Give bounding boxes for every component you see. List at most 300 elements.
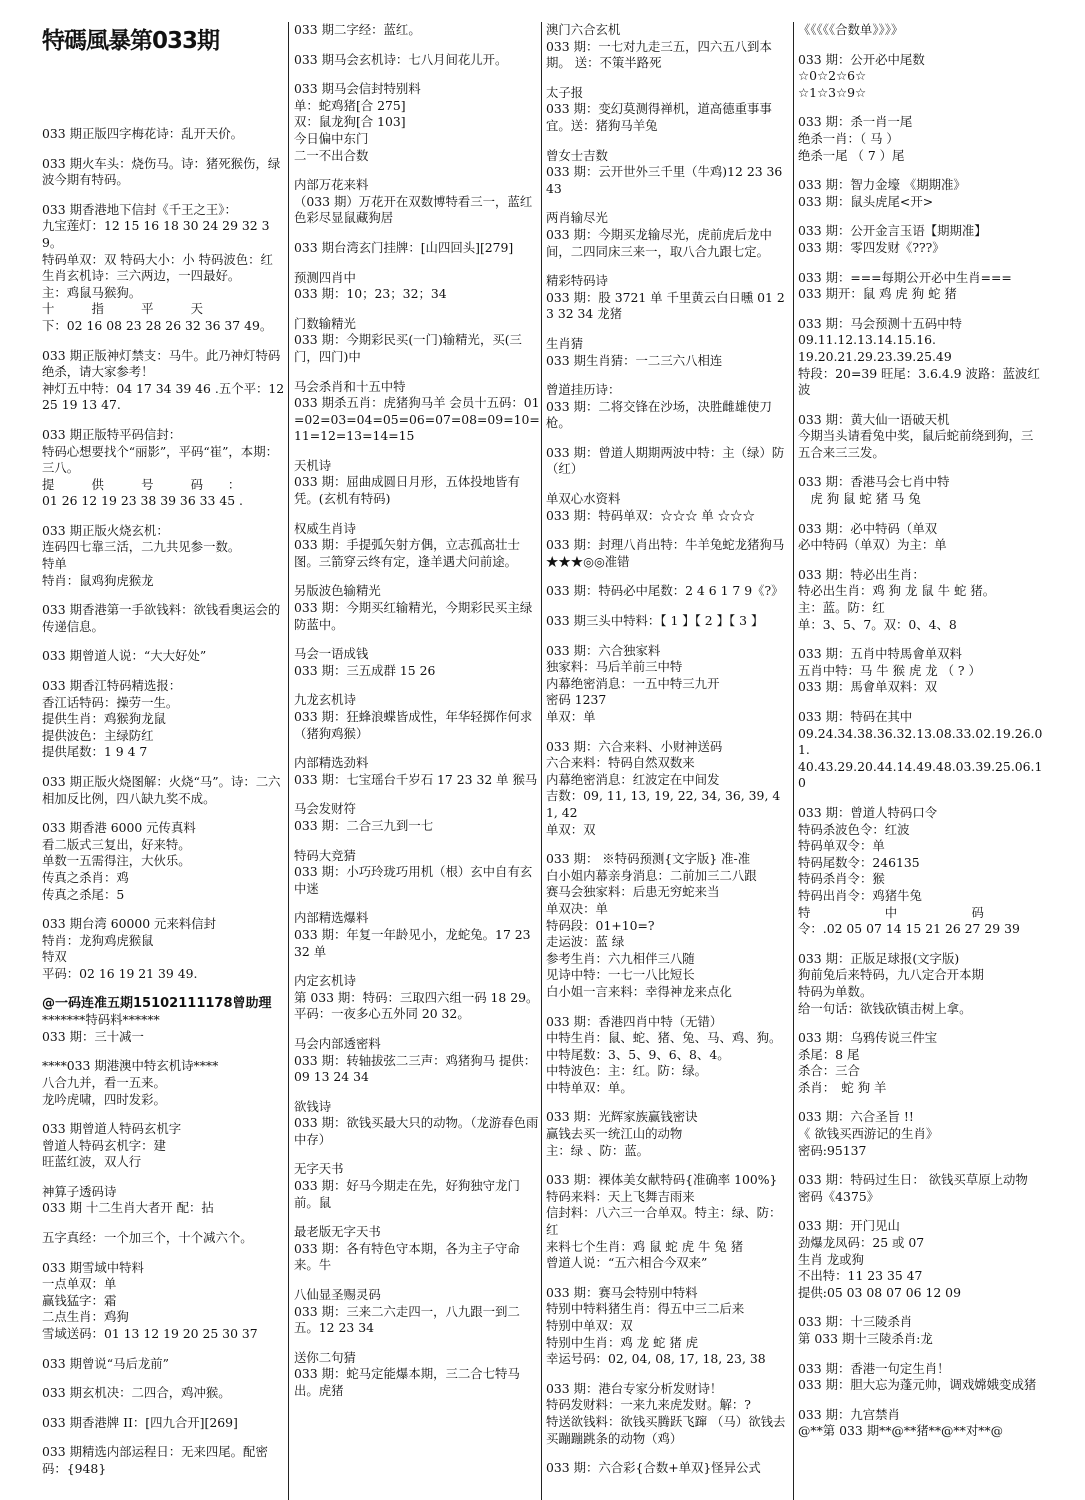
- text-line: 特别中单双：双: [546, 1318, 633, 1333]
- text-block: [294, 379, 540, 445]
- text-line: 033 期：特码必中尾数：2 4 6 1 7 9《?》: [546, 583, 784, 599]
- text-line: 传真之杀尾：5: [42, 886, 125, 902]
- text-block: [294, 755, 540, 788]
- text-block: [294, 52, 540, 69]
- text-line: 幸运号码：02, 04, 08, 17, 18, 23, 38: [546, 1351, 766, 1367]
- text-line: 五肖中特：马 牛 猴 虎 龙 （ ? ）: [798, 662, 981, 678]
- text-line: ☆0☆2☆6☆: [798, 68, 867, 84]
- text-line: 提 供 号 码 ：: [42, 476, 241, 492]
- text-line: 雪域送码：01 13 12 19 20 25 30 37: [42, 1326, 258, 1342]
- text-line: 特别中生肖：鸡 龙 蛇 猪 虎: [546, 1334, 699, 1350]
- text-block: [294, 973, 540, 1023]
- text-line: 033 期：手提弧矢射方偶，立志孤高壮士图。三箭穿云终有定，逢羊遇犬问前途。: [294, 537, 520, 569]
- text-line: 中特生肖：鼠、蛇、猪、兔、马、鸡、狗。: [546, 1030, 782, 1046]
- text-line: 十 指 平 天: [42, 301, 204, 317]
- text-line: 单数一五需得注，大伙乐。: [42, 853, 191, 869]
- text-block: [42, 648, 286, 665]
- text-line: 无字天书: [294, 1161, 344, 1177]
- text-line: 独家料：马后羊前三中特: [546, 659, 683, 675]
- text-block: [42, 202, 286, 335]
- text-line: 033 期：各有特色守本期，各为主子守命来。牛: [294, 1240, 520, 1273]
- text-block: [294, 316, 540, 366]
- text-line: 033 期：曾道人期期两波中特：主（绿）防（红）: [546, 444, 785, 477]
- text-line: 特送欲钱料：欲钱买腾跃飞蹿 （马）欲钱去买蹦蹦跳条的动物（鸡）: [546, 1413, 786, 1446]
- text-line: 提供:05 03 08 07 06 12 09: [798, 1284, 961, 1300]
- text-line: 033 期正版火烧图解：火烧“马”。诗：二六相加反比例，四八缺九奖不成。: [42, 774, 281, 806]
- text-line: 033 期： ※特码预测{文字版} 准-准: [546, 851, 751, 867]
- text-line: 033 期：特码单双：☆☆☆ 单 ☆☆☆: [546, 507, 755, 523]
- text-line: 033 期：五肖中特馬會单双料: [798, 646, 962, 662]
- text-block: [294, 910, 540, 960]
- text-line: 033 期：六合彩{合数+单双}怪异公式: [546, 1460, 761, 1476]
- text-line: 033 期：杀一肖一尾: [798, 114, 913, 130]
- text-line: 白小姐一言来料：幸得神龙来点化: [546, 983, 732, 999]
- text-line: 033 期玄机决：二四合，鸡冲猴。: [42, 1385, 231, 1401]
- text-line: 单双决：单: [546, 900, 608, 916]
- text-line: 澳门六合玄机: [546, 22, 621, 37]
- text-line: 八合九并，看一五来。: [42, 1074, 166, 1090]
- text-line: 中特波色：主：红。防：绿。: [546, 1063, 708, 1079]
- text-line: 提供波色：主绿防红: [42, 727, 154, 743]
- column-1: [42, 22, 289, 1500]
- text-block: [546, 851, 792, 1000]
- text-line: 下：02 16 08 23 28 26 32 36 37 49。: [42, 317, 273, 333]
- text-line: 门数输精光: [294, 315, 356, 331]
- text-block: [546, 1014, 792, 1097]
- text-block: [294, 801, 540, 834]
- text-line: 今日偏中东门: [294, 130, 369, 146]
- text-line: 033 期马会玄机诗：七八月间花儿开。: [294, 51, 508, 67]
- text-block: [546, 491, 792, 524]
- text-block: [546, 210, 792, 260]
- text-line: 033 期开：鼠 鸡 虎 狗 蛇 猪: [798, 286, 957, 302]
- text-block: [546, 537, 792, 570]
- text-line: 033 期：年复一年龄见小，龙蛇兔。17 23 32 单: [294, 926, 535, 959]
- text-block: [546, 1381, 792, 1447]
- text-line: 连码四七靠三活，二九共见参一数。: [42, 539, 241, 555]
- text-line: 033 期：今期买红输精光，今期彩民买主绿防蓝中。: [294, 600, 533, 632]
- text-line: 033 期：九宫禁肖: [798, 1406, 900, 1422]
- text-line: 曾女士吉数: [546, 147, 608, 163]
- text-line: 01 26 12 19 23 38 39 36 33 45 .: [42, 493, 243, 509]
- text-line: 特码尾数令：246135: [798, 854, 920, 870]
- text-line: 033 期：香港四肖中特（无错）: [546, 1013, 723, 1029]
- text-line: 19.20.21.29.23.39.25.49: [798, 348, 952, 364]
- text-block: [798, 1172, 1044, 1205]
- text-line: 特单: [42, 556, 67, 572]
- text-line: 033 期：封理八肖出特：牛羊兔蛇龙猪狗马★★★◎◎准错: [546, 537, 785, 569]
- text-line: 内部精选爆料: [294, 910, 369, 926]
- text-line: 生肖玄机诗：三六两边，一四最好。: [42, 268, 241, 284]
- text-line: 033 期：蛇马定能爆本期，三二合七特马出。虎猪: [294, 1366, 520, 1398]
- text-line: 五字真经：一个加三个，十个减六个。: [42, 1230, 253, 1246]
- text-line: 密码 1237: [546, 692, 607, 708]
- text-line: 送你二句猜: [294, 1349, 356, 1365]
- text-line: 特码单双：双 特码大小：小 特码波色：红: [42, 251, 273, 267]
- text-line: 033 期杀五肖：虎猪狗马羊 会员十五码：01=02=03=04=05=06=07=08=09=10=11=12=13=14=15: [294, 395, 540, 444]
- text-line: 033 期：10；23；32；34: [294, 286, 447, 302]
- text-line: 必中特码（单双）为主：单: [798, 537, 947, 553]
- text-block: [42, 1058, 286, 1108]
- text-line: 神灯五中特：04 17 34 39 46 .五个平：12 25 19 13 47.: [42, 380, 289, 413]
- text-line: 033 期雪域中特料: [42, 1259, 144, 1275]
- text-line: 033 期：开门见山: [798, 1218, 900, 1234]
- column-divider: [288, 22, 289, 1500]
- text-line: 特码出肖令：鸡猪牛兔: [798, 887, 922, 903]
- text-line: 033 期：三来二六走四一，八九跟一到二五。12 23 34: [294, 1303, 520, 1336]
- text-block: [546, 583, 792, 600]
- text-block: [294, 1287, 540, 1337]
- text-line: 曾道人说：“五六相合今双来”: [546, 1255, 708, 1271]
- column-3: [546, 22, 792, 1500]
- text-line: 033 期曾道人特码玄机字: [42, 1121, 182, 1137]
- text-line: 两肖输尽光: [546, 210, 608, 226]
- text-line: 033 期正版四字梅花诗：乱开天价。: [42, 126, 244, 141]
- text-line: 033 期：公开必中尾数: [798, 51, 925, 67]
- text-block: [546, 643, 792, 726]
- text-block: [798, 412, 1044, 462]
- text-block: [798, 1361, 1044, 1394]
- text-block: [42, 126, 286, 143]
- text-line: 033 期：馬會单双料：双: [798, 679, 938, 695]
- text-line: 狗前兔后来特码，九八定合开本期: [798, 967, 984, 983]
- text-line: 马会杀肖和十五中特: [294, 378, 406, 394]
- text-line: 九宝莲灯：12 15 16 18 30 24 29 32 39。: [42, 218, 270, 250]
- text-line: 内部万花来料: [294, 177, 369, 193]
- text-line: 033 期：特必出生肖：: [798, 566, 925, 582]
- text-line: 欲钱诗: [294, 1098, 332, 1114]
- column-divider: [793, 22, 794, 1500]
- text-block: [294, 521, 540, 571]
- text-line: 033 期正版特平码信封：: [42, 426, 182, 442]
- text-line: 033 期火车头：烧伤马。诗：猪死猴伤，绿波今期有特码。: [42, 155, 281, 188]
- text-line: 033 期：裸体美女献特码{准确率 100%}: [546, 1172, 778, 1188]
- text-line: 赛马会独家料：后患无穷蛇来当: [546, 884, 720, 900]
- text-block: [42, 774, 286, 807]
- text-line: 033 期：胆大忘为蓬元帅，调戏嫦娥变成猪: [798, 1377, 1037, 1393]
- text-line: 给一句话：欲钱砍镇击树上拿。: [798, 1000, 972, 1016]
- text-line: 一点单双：单: [42, 1276, 117, 1292]
- text-line: ☆1☆3☆9☆: [798, 84, 867, 100]
- text-line: 033 期：黄大仙一语破天机: [798, 411, 950, 427]
- text-block: [798, 177, 1044, 210]
- text-line: 内部精选劲料: [294, 755, 369, 771]
- text-line: 033 期：特码过生日： 欲钱买草原上动物: [798, 1172, 1028, 1188]
- text-line: 40.43.29.20.44.14.49.48.03.39.25.06.10: [798, 758, 1043, 791]
- text-line: 特必出生肖：鸡 狗 龙 鼠 牛 蛇 猪。: [798, 583, 996, 599]
- text-block: [294, 81, 540, 164]
- text-block: [546, 382, 792, 432]
- text-line: 权威生肖诗: [294, 520, 356, 536]
- text-line: *******特码料******: [42, 1012, 160, 1028]
- text-line: 033 期曾道人说：“大大好处”: [42, 648, 207, 664]
- text-block: [42, 1184, 286, 1217]
- text-line: 劲爆龙凤码：25 或 07: [798, 1235, 925, 1251]
- text-line: 马会一语成钱: [294, 646, 369, 662]
- text-line: 马会发财符: [294, 801, 356, 817]
- text-block: [798, 270, 1044, 303]
- text-line: 033 期：香港马会七肖中特: [798, 474, 950, 490]
- text-line: 特码段：01+10=?: [546, 917, 655, 933]
- text-line: 特码杀波色令：红波: [798, 821, 910, 837]
- text-line: 生肖猜: [546, 335, 584, 351]
- text-line: 密码《4375》: [798, 1188, 880, 1204]
- text-line: 第 033 期十三陵杀肖:龙: [798, 1331, 933, 1346]
- text-block: [42, 996, 286, 1046]
- text-line: 传真之杀肖：鸡: [42, 869, 129, 885]
- text-line: ****033 期港澳中特玄机诗****: [42, 1058, 219, 1074]
- text-line: 中特尾数：3、5、9、6、8、4。: [546, 1046, 730, 1062]
- text-block: [42, 1385, 286, 1402]
- text-line: 《《《《《合数单》》》》: [798, 22, 904, 37]
- text-line: 神算子透码诗: [42, 1183, 117, 1199]
- text-line: 令：.02 05 07 14 15 21 26 27 29 39: [798, 921, 1020, 937]
- text-line: 033 期：小巧玲珑巧用机（根）玄中自有玄中迷: [294, 864, 533, 896]
- text-block: [294, 848, 540, 898]
- text-line: 033 期二字经：蓝红。: [294, 22, 421, 37]
- text-line: 二一不出合数: [294, 147, 369, 163]
- text-line: 龙吟虎啸，四时发彩。: [42, 1091, 166, 1107]
- text-line: 吉数：09, 11, 13, 19, 22, 34, 36, 39, 41, 42: [546, 788, 781, 820]
- text-block: [294, 1350, 540, 1400]
- text-line: 033 期：好马今期走在先，好狗独守龙门前。鼠: [294, 1178, 520, 1210]
- text-block: [294, 177, 540, 227]
- text-line: 预测四肖中: [294, 269, 356, 285]
- text-line: 特码单双令：单: [798, 838, 885, 854]
- text-line: 杀肖： 蛇 狗 羊: [798, 1079, 887, 1095]
- text-line: 今期当头请看兔中奖，鼠后蛇前绕到狗，三五合来三三发。: [798, 428, 1034, 460]
- text-block: [42, 820, 286, 903]
- text-line: 内定玄机诗: [294, 973, 356, 989]
- text-line: 马会内部透密料: [294, 1035, 381, 1051]
- text-line: 033 期精选内部运程日：无来四尾。配密码：{948}: [42, 1444, 268, 1476]
- text-line: 信封料：八六三一合单双。特主：绿、防：红: [546, 1205, 782, 1238]
- text-block: [42, 678, 286, 761]
- text-line: 033 期：今期彩民买(一门)输精光，买(三门，四门)中: [294, 332, 522, 364]
- text-line: 绝杀一肖：（ 马 ）: [798, 130, 899, 146]
- text-line: 033 期：乌鸦传说三件宝: [798, 1030, 938, 1046]
- text-line: 033 期香港地下信封《千王之王》：: [42, 201, 237, 217]
- text-block: [798, 567, 1044, 633]
- text-block: [42, 347, 289, 414]
- text-line: 第 033 期：特码：三取四六组一码 18 29。平码：一夜多心五外同 20 32。: [294, 989, 539, 1022]
- text-line: @一码连准五期15102111178曾助理: [42, 995, 272, 1011]
- text-line: 最老版无字天书: [294, 1224, 381, 1240]
- text-line: 特肖：龙狗鸡虎猴鼠: [42, 932, 154, 948]
- text-block: [798, 1030, 1044, 1096]
- text-line: 来料七个生肖：鸡 鼠 蛇 虎 牛 兔 猪: [546, 1238, 744, 1254]
- text-line: 033 期：正版足球报(文字版): [798, 950, 960, 966]
- text-line: 旺蓝红波，双人行: [42, 1154, 142, 1170]
- text-line: 主：蓝。防：红: [798, 600, 885, 616]
- text-line: 杀尾：8 尾: [798, 1046, 860, 1062]
- text-line: 033 期曾说“马后龙前”: [42, 1355, 169, 1371]
- text-line: 九龙玄机诗: [294, 692, 356, 708]
- text-block: [546, 148, 792, 198]
- text-block: [294, 1224, 540, 1274]
- page-title: 特碼風暴第033期: [42, 28, 220, 54]
- text-line: 033 期：必中特码（单双: [798, 520, 938, 536]
- text-block: [798, 22, 1044, 39]
- text-block: [798, 709, 1044, 792]
- text-block: [546, 1460, 792, 1477]
- text-line: 特码大竞猜: [294, 847, 356, 863]
- text-line: 单：蛇鸡猪[合 275]: [294, 97, 406, 113]
- text-line: 033 期：公开金言玉语【期期准】: [798, 223, 987, 239]
- text-line: 特码杀肖令：猴: [798, 871, 885, 887]
- text-block: [42, 1415, 286, 1432]
- text-line: 曾道挂历诗：: [546, 382, 621, 398]
- text-block: [42, 916, 286, 982]
- text-line: 033 期香港牌 II：[四九合开][269]: [42, 1414, 238, 1430]
- text-line: 另版波色输精光: [294, 583, 381, 599]
- text-line: 033 期：十三陵杀肖: [798, 1314, 913, 1330]
- text-line: 033 期：六合来料、小财神送码: [546, 738, 723, 754]
- column-2: [294, 22, 540, 1500]
- text-block: [798, 805, 1044, 938]
- text-line: 033 期：转轴拔弦二三声：鸡猪狗马 提供：09 13 24 34: [294, 1052, 537, 1085]
- text-line: 太子报: [546, 84, 584, 100]
- text-line: 033 期马会信封特别料: [294, 81, 421, 97]
- text-block: [294, 1161, 540, 1211]
- text-line: 赢钱去买一统江山的动物: [546, 1126, 683, 1142]
- text-line: 香江话特码：操劳一生。: [42, 694, 179, 710]
- text-line: （033 期）万花开在双数博特看三一，蓝红色彩尽显鼠藏狗居: [294, 193, 533, 226]
- text-block: [42, 156, 286, 189]
- text-line: 内幕绝密消息：一五中特三九开: [546, 675, 720, 691]
- text-line: 09.24.34.38.36.32.13.08.33.02.19.26.01.: [798, 725, 1043, 758]
- text-line: 09.11.12.13.14.15.16.: [798, 332, 936, 348]
- text-line: 033 期三头中特料：【 1 】【 2 】【 3 】: [546, 613, 764, 629]
- text-line: 033 期 十二生肖大者开 配：拈: [42, 1200, 214, 1216]
- column-4: [798, 22, 1044, 1500]
- text-block: [294, 646, 540, 679]
- text-line: 033 期：曾道人特码口令: [798, 804, 938, 820]
- text-block: [546, 739, 792, 839]
- text-line: 特码来料：天上飞舞吉雨来: [546, 1188, 695, 1204]
- text-line: 曾道人特码玄机字：建: [42, 1137, 166, 1153]
- text-line: 特段：20=39 旺尾：3.6.4.9 波路：蓝波红波: [798, 365, 1040, 398]
- text-block: [798, 646, 1044, 696]
- text-line: 033 期正版神灯禁支：马牛。此乃神灯特码绝杀，请大家参考！: [42, 347, 281, 380]
- text-line: 033 期：光辉家族赢钱密诀: [546, 1109, 698, 1125]
- text-block: [798, 1407, 1044, 1440]
- text-line: @**第 033 期**@**猪**@**对**@: [798, 1423, 1003, 1439]
- text-line: 《 欲钱买西游记的生肖》: [798, 1126, 939, 1142]
- text-line: 走运波：蓝 绿: [546, 934, 625, 950]
- text-line: 033 期：鼠头虎尾<开>: [798, 193, 934, 209]
- column-divider: [541, 22, 542, 1500]
- text-line: 033 期：零四发财《???》: [798, 239, 945, 255]
- text-line: 虎 狗 鼠 蛇 猪 马 兔: [798, 491, 921, 507]
- text-line: 033 期：六合圣旨 !!: [798, 1109, 914, 1125]
- text-block: [42, 1356, 286, 1373]
- text-block: [546, 1285, 792, 1368]
- text-block: [798, 114, 1044, 164]
- text-block: [798, 316, 1044, 399]
- text-line: 赢钱猛字：霜: [42, 1292, 117, 1308]
- text-line: 033 期：七宝瑶台千岁石 17 23 32 单 猴马: [294, 771, 538, 787]
- text-line: 参考生肖：六九相伴三八随: [546, 950, 695, 966]
- text-line: 双：鼠龙狗[合 103]: [294, 114, 406, 130]
- text-line: 八仙显圣赐灵码: [294, 1287, 381, 1303]
- text-block: [798, 52, 1044, 102]
- text-line: 单双心水资料: [546, 491, 621, 507]
- text-line: 033 期台湾 60000 元来料信封: [42, 916, 217, 932]
- text-block: [798, 521, 1044, 554]
- text-line: 033 期台湾玄门挂牌：[山四回头][279]: [294, 239, 514, 255]
- text-line: 特别中特料猪生肖：得五中三二后来: [546, 1301, 745, 1317]
- text-line: 特码发财料：一来九来虎发财。解：?: [546, 1397, 751, 1413]
- text-block: [294, 240, 540, 257]
- text-line: 平码：02 16 19 21 39 49.: [42, 965, 198, 981]
- text-line: 内幕绝密消息：红波定在中间发: [546, 771, 720, 787]
- text-line: 033 期：欲钱买最大只的动物。（龙游春色雨中存）: [294, 1115, 539, 1147]
- text-line: 精彩特码诗: [546, 273, 608, 289]
- text-block: [798, 951, 1044, 1017]
- text-block: [546, 613, 792, 630]
- text-block: [294, 22, 540, 39]
- text-line: 033 期：云开世外三千里（牛鸡)12 23 36 43: [546, 164, 787, 196]
- text-line: 天机诗: [294, 457, 332, 473]
- text-line: 不出特：11 23 35 47: [798, 1268, 923, 1284]
- text-line: 特码为单数。: [798, 983, 873, 999]
- text-block: [294, 1099, 540, 1149]
- text-line: 033 期：三五成群 15 26: [294, 662, 436, 678]
- text-line: 生肖 龙或狗: [798, 1251, 864, 1267]
- text-line: 密码:95137: [798, 1142, 867, 1158]
- text-block: [294, 458, 540, 508]
- text-block: [798, 223, 1044, 256]
- text-block: [42, 1121, 286, 1171]
- text-block: [798, 1314, 1044, 1347]
- text-line: 033 期：===每期公开必中生肖===: [798, 269, 1012, 285]
- text-line: 单：3、5、7。双：0、4、8: [798, 616, 957, 632]
- text-line: 单双：单: [546, 709, 596, 724]
- text-line: 033 期：屈曲成圆日月形，五体投地皆有凭。(玄机有特码): [294, 474, 520, 507]
- text-line: 二点生肖：鸡狗: [42, 1309, 129, 1325]
- text-block: [798, 474, 1044, 507]
- text-block: [42, 1260, 286, 1343]
- text-line: 033 期香江特码精选报：: [42, 678, 182, 694]
- text-line: 看二版式三复出，好来特。: [42, 836, 191, 852]
- text-block: [546, 1172, 792, 1272]
- text-line: 杀合：三合: [798, 1063, 860, 1079]
- text-line: 中特单双：单。: [546, 1079, 633, 1095]
- text-line: 033 期：港台专家分析发财诗！: [546, 1380, 723, 1396]
- text-line: 033 期：特码在其中: [798, 709, 913, 724]
- text-line: 绝杀一尾 （ 7 ）尾: [798, 147, 905, 163]
- text-line: 特双: [42, 949, 67, 965]
- text-block: [546, 1109, 792, 1159]
- text-line: 033 期：狂蜂浪蝶皆成性，年华轻掷作何求（猪狗鸡猴）: [294, 709, 533, 741]
- text-line: 033 期：二将交锋在沙场，决胜雌雄使刀枪。: [546, 398, 772, 431]
- text-block: [42, 1444, 286, 1477]
- text-block: [798, 1109, 1044, 1159]
- text-block: [546, 445, 792, 478]
- text-block: [42, 523, 286, 589]
- text-line: 特肖：鼠鸡狗虎猴龙: [42, 572, 154, 588]
- text-block: [546, 22, 792, 72]
- text-block: [42, 1230, 286, 1247]
- text-line: 033 期生肖猜：一二三六八相连: [546, 352, 723, 368]
- text-block: [798, 1218, 1044, 1301]
- text-line: 特码心想要找个“丽影”，平码“崔”，本期：三八。: [42, 443, 278, 476]
- text-block: [294, 270, 540, 303]
- text-block: [294, 692, 540, 742]
- text-line: 033 期：智力金壕 《期期准》: [798, 177, 966, 193]
- text-block: [294, 583, 540, 633]
